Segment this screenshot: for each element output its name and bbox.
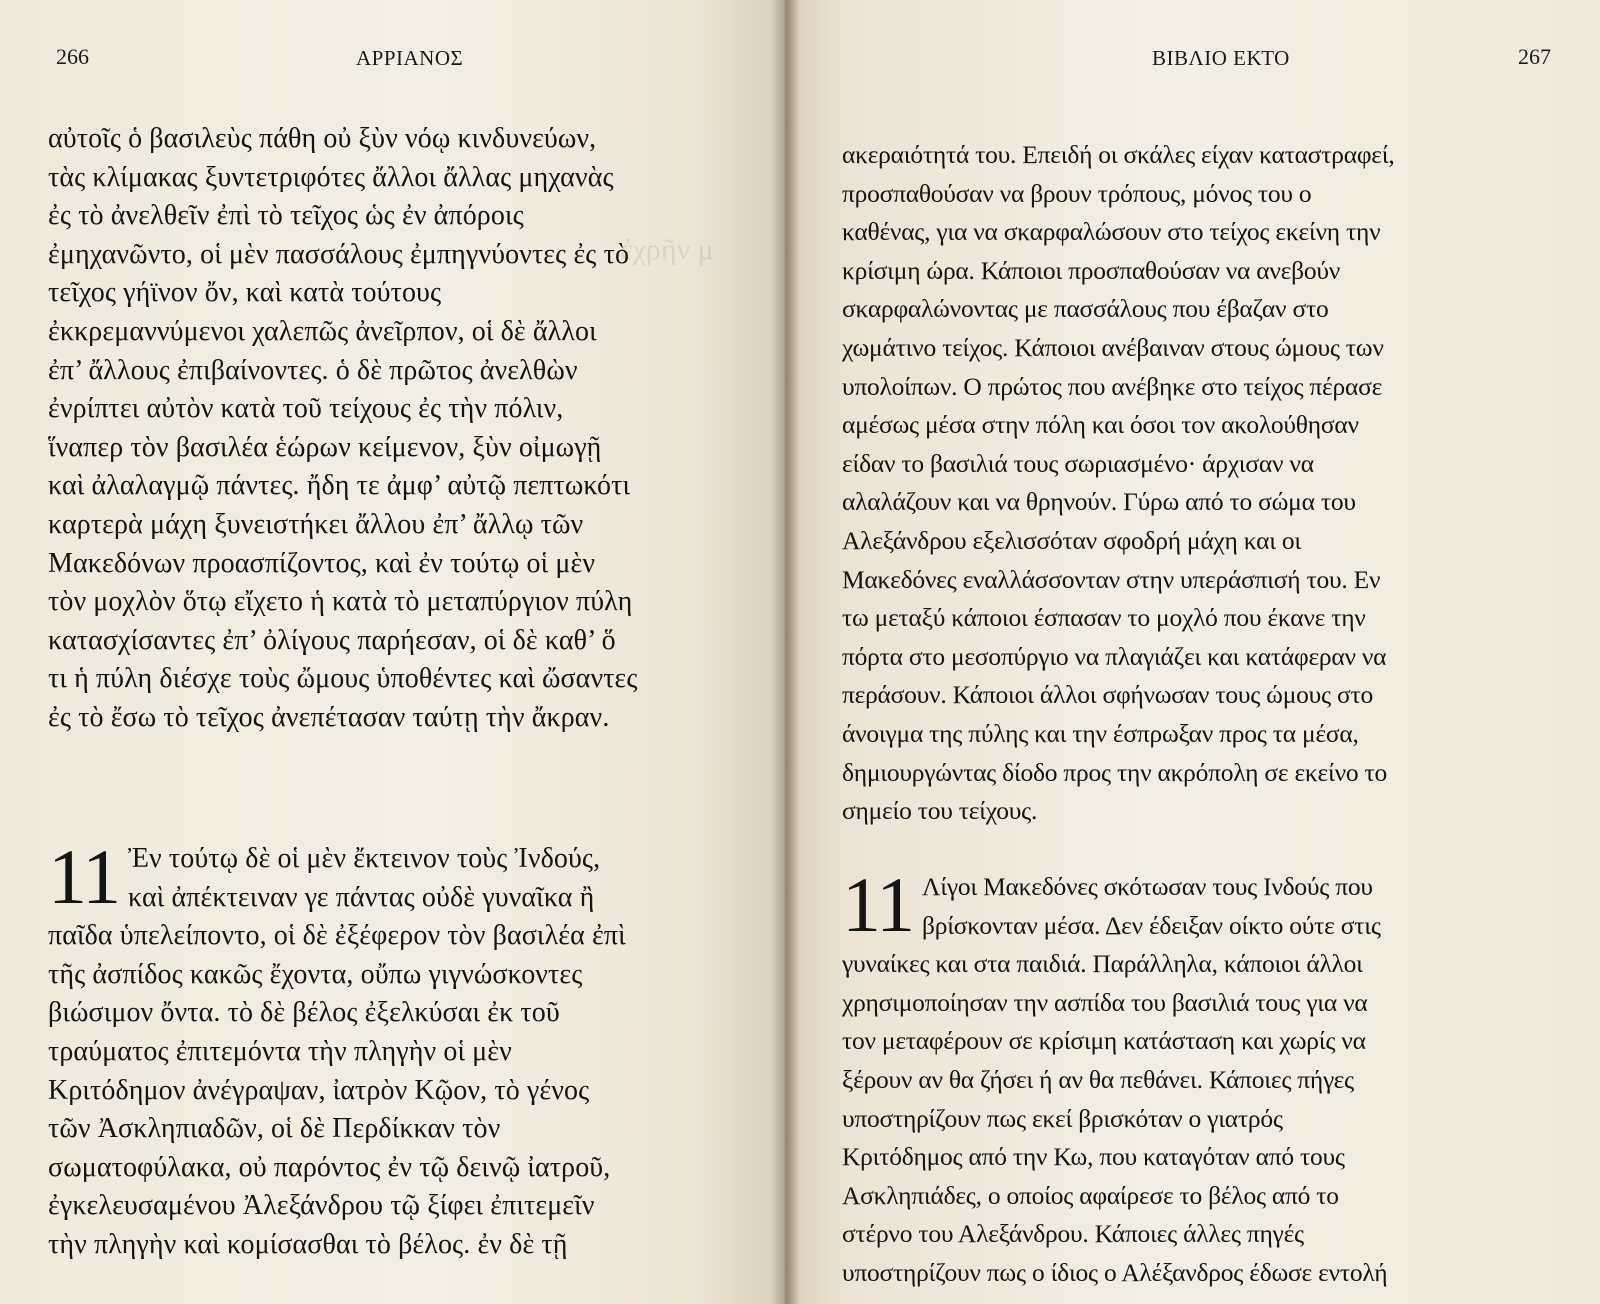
text-line: ἵναπερ τὸν βασιλέα ἑώρων κείμενον, ξὺν οἰμωγῇ bbox=[48, 431, 602, 463]
text-line: πόρτα στο μεσοπύργιο να πλαγιάζει και κατάφεραν να bbox=[842, 641, 1387, 671]
text-line: αὐτοῖς ὁ βασιλεὺς πάθη οὐ ξὺν νόῳ κινδυνεύων, bbox=[48, 123, 597, 154]
text-line: ἐς τὸ ἔσω τὸ τεῖχος ἀνεπέτασαν ταύτῃ τὴν ἄκραν. bbox=[48, 701, 610, 733]
left-page-number: 266 bbox=[56, 44, 89, 69]
text-line: βρίσκονταν μέσα. Δεν έδειξαν οίκτο ούτε στις bbox=[922, 910, 1381, 940]
right-running-head: ΒΙΒΛΙΟ ΕΚΤΟ bbox=[1152, 46, 1290, 70]
right-paragraph-1 bbox=[842, 136, 1394, 831]
text-line: ακεραιότητά του. Επειδή οι σκάλες είχαν καταστραφεί, bbox=[842, 140, 1395, 169]
right-page-number: 267 bbox=[1518, 44, 1551, 69]
text-line: τον μεταφέρουν σε κρίσιμη κατάσταση και χωρίς να bbox=[842, 1026, 1366, 1056]
text-line: Λίγοι Μακεδόνες σκότωσαν τους Ινδούς που bbox=[922, 872, 1373, 901]
left-section-11 bbox=[48, 833, 626, 1265]
text-line: σημείο του τείχους. bbox=[842, 796, 1038, 826]
text-line: καθένας, για να σκαρφαλώσουν στο τείχος εκείνη την bbox=[842, 217, 1381, 247]
text-line: κατασχίσαντες ἐπ’ ὀλίγους παρήεσαν, οἱ δὲ καθ’ ὅ bbox=[48, 624, 616, 656]
text-line: υπολοίπων. Ο πρώτος που ανέβηκε στο τείχος πέρασε bbox=[842, 371, 1383, 401]
text-line: τὴν πληγὴν καὶ κομίσασθαι τὸ βέλος. ἐν δὲ τῇ bbox=[48, 1228, 568, 1260]
text-line: Αλεξάνδρου εξελισσόταν σφοδρή μάχη και οι bbox=[842, 525, 1302, 555]
text-line: ἐκκρεμαννύμενοι χαλεπῶς ἀνεῖρπον, οἱ δὲ ἄλλοι bbox=[48, 315, 597, 347]
right-page bbox=[784, 0, 1600, 1304]
text-line: Μακεδόνες εναλλάσσονταν στην υπεράσπισή του. Εν bbox=[842, 564, 1381, 594]
text-line: Ασκληπιάδες, ο οποίος αφαίρεσε το βέλος από το bbox=[842, 1180, 1339, 1210]
text-line: γυναίκες και στα παιδιά. Παράλληλα, κάποιοι άλλοι bbox=[842, 949, 1363, 979]
text-line: χωμάτινο τείχος. Κάποιοι ανέβαιναν στους ώμους των bbox=[842, 332, 1384, 362]
text-line: τι ἡ πύλη διέσχε τοὺς ὤμους ὑποθέντες καὶ ὤσαντες bbox=[48, 663, 638, 695]
text-line: Μακεδόνων προασπίζοντος, καὶ ἐν τούτῳ οἱ μὲν bbox=[48, 547, 596, 579]
text-line: τω μεταξύ κάποιοι έσπασαν το μοχλό που έκανε την bbox=[842, 603, 1366, 633]
left-paragraph-2 bbox=[48, 833, 626, 1265]
left-paragraph-1 bbox=[48, 120, 638, 738]
text-line: βιώσιμον ὄντα. τὸ δὲ βέλος ἐξελκύσαι ἐκ τοῦ bbox=[48, 997, 560, 1029]
text-line: τῆς ἀσπίδος κακῶς ἔχοντα, οὔπω γιγνώσκοντες bbox=[48, 958, 583, 990]
right-section-11 bbox=[842, 861, 1388, 1293]
text-line: άνοιγμα της πύλης και την έσπρωξαν προς τα μέσα, bbox=[842, 718, 1359, 748]
text-line: ξέρουν αν θα ζήσει ή αν θα πεθάνει. Κάποιες πήγες bbox=[842, 1064, 1354, 1094]
text-line: είδαν το βασιλιά τους σωριασμένο· άρχισαν να bbox=[842, 448, 1314, 478]
text-line: αμέσως μέσα στην πόλη και όσοι τον ακολούθησαν bbox=[842, 410, 1359, 440]
text-line: αλαλάζουν και να θρηνούν. Γύρω από το σώμα του bbox=[842, 487, 1356, 517]
right-paragraph-2 bbox=[842, 861, 1388, 1293]
text-line: σωματοφύλακα, οὐ παρόντος ἐν τῷ δεινῷ ἰατροῦ, bbox=[48, 1151, 611, 1183]
section-number: 11 bbox=[48, 833, 120, 920]
text-line: κρίσιμη ώρα. Κάποιοι προσπαθούσαν να ανεβούν bbox=[842, 255, 1341, 285]
text-line: παῖδα ὑπελείποντο, οἱ δὲ ἐξέφερον τὸν βασιλέα ἐπὶ bbox=[48, 920, 626, 952]
text-line: χρησιμοποίησαν την ασπίδα του βασιλιά τους για να bbox=[842, 987, 1368, 1017]
text-line: τῶν Ἀσκληπιαδῶν, οἱ δὲ Περδίκκαν τὸν bbox=[48, 1113, 501, 1145]
text-line: καὶ ἀπέκτειναν γε πάντας οὐδὲ γυναῖκα ἢ bbox=[128, 881, 595, 913]
text-line: προσπαθούσαν να βρουν τρόπους, μόνος του ο bbox=[842, 178, 1312, 208]
text-line: Κριτόδημος από την Κω, που καταγόταν από τους bbox=[842, 1142, 1345, 1172]
text-line: ἐνρίπτει αὐτὸν κατὰ τοῦ τείχους ἐς τὴν πόλιν, bbox=[48, 393, 564, 425]
left-page bbox=[0, 0, 784, 1304]
text-line: Κριτόδημον ἀνέγραψαν, ἰατρὸν Κῷον, τὸ γένος bbox=[48, 1074, 590, 1106]
text-line: καὶ ἀλαλαγμῷ πάντες. ἤδη τε ἀμφ’ αὐτῷ πεπτωκότι bbox=[48, 470, 631, 502]
text-line: υποστηρίζουν πως ο ίδιος ο Αλέξανδρος έδωσε εντολή bbox=[842, 1257, 1388, 1287]
text-line: τὸν μοχλὸν ὅτῳ εἴχετο ἡ κατὰ τὸ μεταπύργιον πύλη bbox=[48, 586, 633, 618]
text-line: ἐμηχανῶντο, οἱ μὲν πασσάλους ἐμπηγνύοντες ἐς τὸ bbox=[48, 238, 630, 270]
text-line: ἐπ’ ἄλλους ἐπιβαίνοντες. ὁ δὲ πρῶτος ἀνελθὼν bbox=[48, 354, 578, 386]
text-line: στέρνο του Αλεξάνδρου. Κάποιες άλλες πηγές bbox=[842, 1219, 1304, 1249]
text-line: καρτερὰ μάχη ξυνειστήκει ἄλλου ἐπ’ ἄλλῳ τῶν bbox=[48, 508, 584, 540]
text-line: ἐγκελευσαμένου Ἀλεξάνδρου τῷ ξίφει ἐπιτεμεῖν bbox=[48, 1190, 595, 1222]
text-line: υποστηρίζουν πως εκεί βρισκόταν ο γιατρός bbox=[842, 1103, 1283, 1133]
text-line: δημιουργώντας δίοδο προς την ακρόπολη σε εκείνο το bbox=[842, 757, 1387, 787]
text-line: Ἐν τούτῳ δὲ οἱ μὲν ἔκτεινον τοὺς Ἰνδούς, bbox=[128, 843, 601, 874]
text-line: τεῖχος γήϊνον ὄν, καὶ κατὰ τούτους bbox=[48, 277, 442, 309]
left-running-head: ΑΡΡΙΑΝΟΣ bbox=[356, 46, 464, 70]
section-number: 11 bbox=[842, 861, 914, 948]
book-gutter-shadow bbox=[770, 0, 800, 1304]
text-line: τὰς κλίμακας ξυντετριφότες ἄλλοι ἄλλας μηχανὰς bbox=[48, 161, 614, 193]
text-line: τραύματος ἐπιτεμόντα τὴν πληγὴν οἱ μὲν bbox=[48, 1035, 512, 1067]
text-line: ἐς τὸ ἀνελθεῖν ἐπὶ τὸ τεῖχος ὡς ἐν ἀπόροις bbox=[48, 200, 524, 232]
text-line: σκαρφαλώνοντας με πασσάλους που έβαζαν στο bbox=[842, 294, 1329, 324]
text-line: περάσουν. Κάποιοι άλλοι σφήνωσαν τους ώμους στο bbox=[842, 680, 1373, 710]
show-through-text: ἐχρῆν μ bbox=[620, 233, 714, 266]
